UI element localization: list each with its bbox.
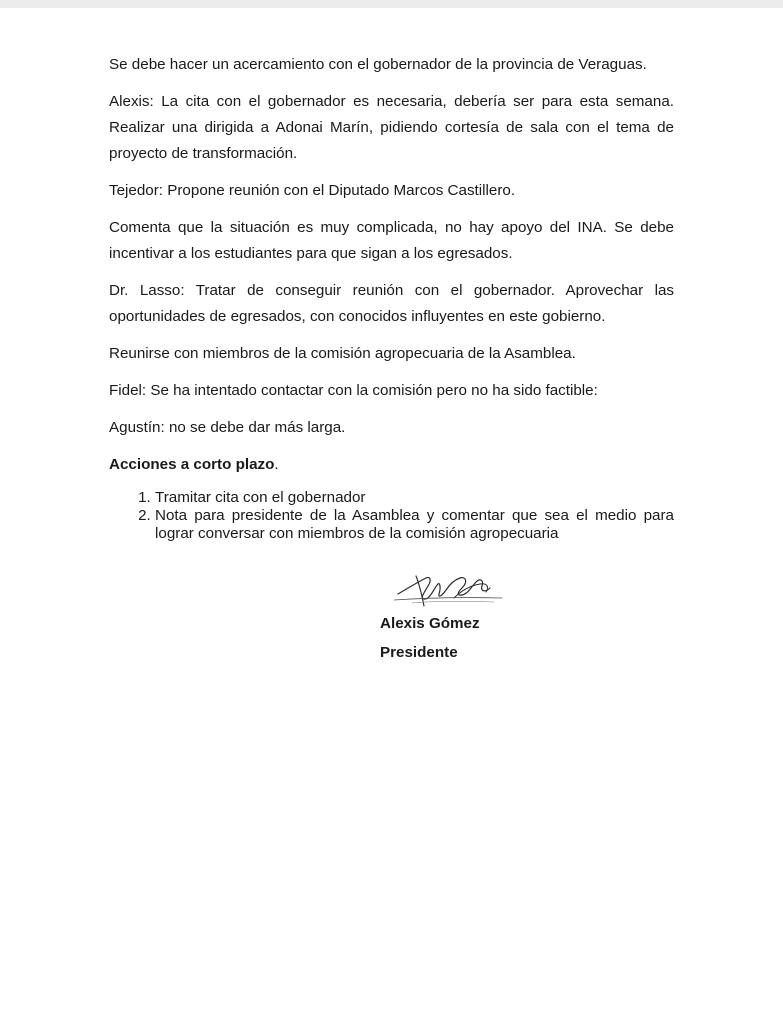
actions-heading <box>109 452 674 478</box>
paragraph: Tejedor: Propone reunión con el Diputado Marcos Castillero. <box>109 182 516 199</box>
paragraph: Fidel: Se ha intentado contactar con la comisión pero no ha sido factible: <box>109 382 598 399</box>
paragraph: Se debe hacer un acercamiento con el gobernador de la provincia de Veraguas. <box>109 56 647 73</box>
list-item: 2. Nota para presidente de la Asamblea y comentar que sea el medio para lograr conversar con miembros de la comisión agropecuaria <box>155 507 674 543</box>
signer-title: Presidente <box>380 644 458 661</box>
paragraph: Agustín: no se debe dar más larga. <box>109 419 346 436</box>
paragraph: Dr. Lasso: Tratar de conseguir reunión con el gobernador. Aprovechar las oportunidades de egresados, con conocidos influyentes en este gobierno. <box>109 282 674 325</box>
list-item: 1. Tramitar cita con el gobernador <box>155 489 674 507</box>
paragraph: Reunirse con miembros de la comisión agropecuaria de la Asamblea. <box>109 345 576 362</box>
paragraph: Comenta que la situación es muy complicada, no hay apoyo del INA. Se debe incentivar a los estudiantes para que sigan a los egresados. <box>109 219 674 262</box>
page-top-edge <box>0 0 783 8</box>
actions-heading-text: Acciones a corto plazo <box>109 456 275 473</box>
signer-name: Alexis Gómez <box>380 615 480 632</box>
document-body <box>109 52 674 543</box>
actions-list <box>109 489 674 543</box>
paragraph: Alexis: La cita con el gobernador es necesaria, debería ser para esta semana. Realizar una dirigida a Adonai Marín, pidiendo cortesía de sala con el tema de proyecto de transformación. <box>109 93 674 162</box>
actions-heading-punct: . <box>274 456 279 473</box>
handwritten-signature <box>394 568 504 608</box>
